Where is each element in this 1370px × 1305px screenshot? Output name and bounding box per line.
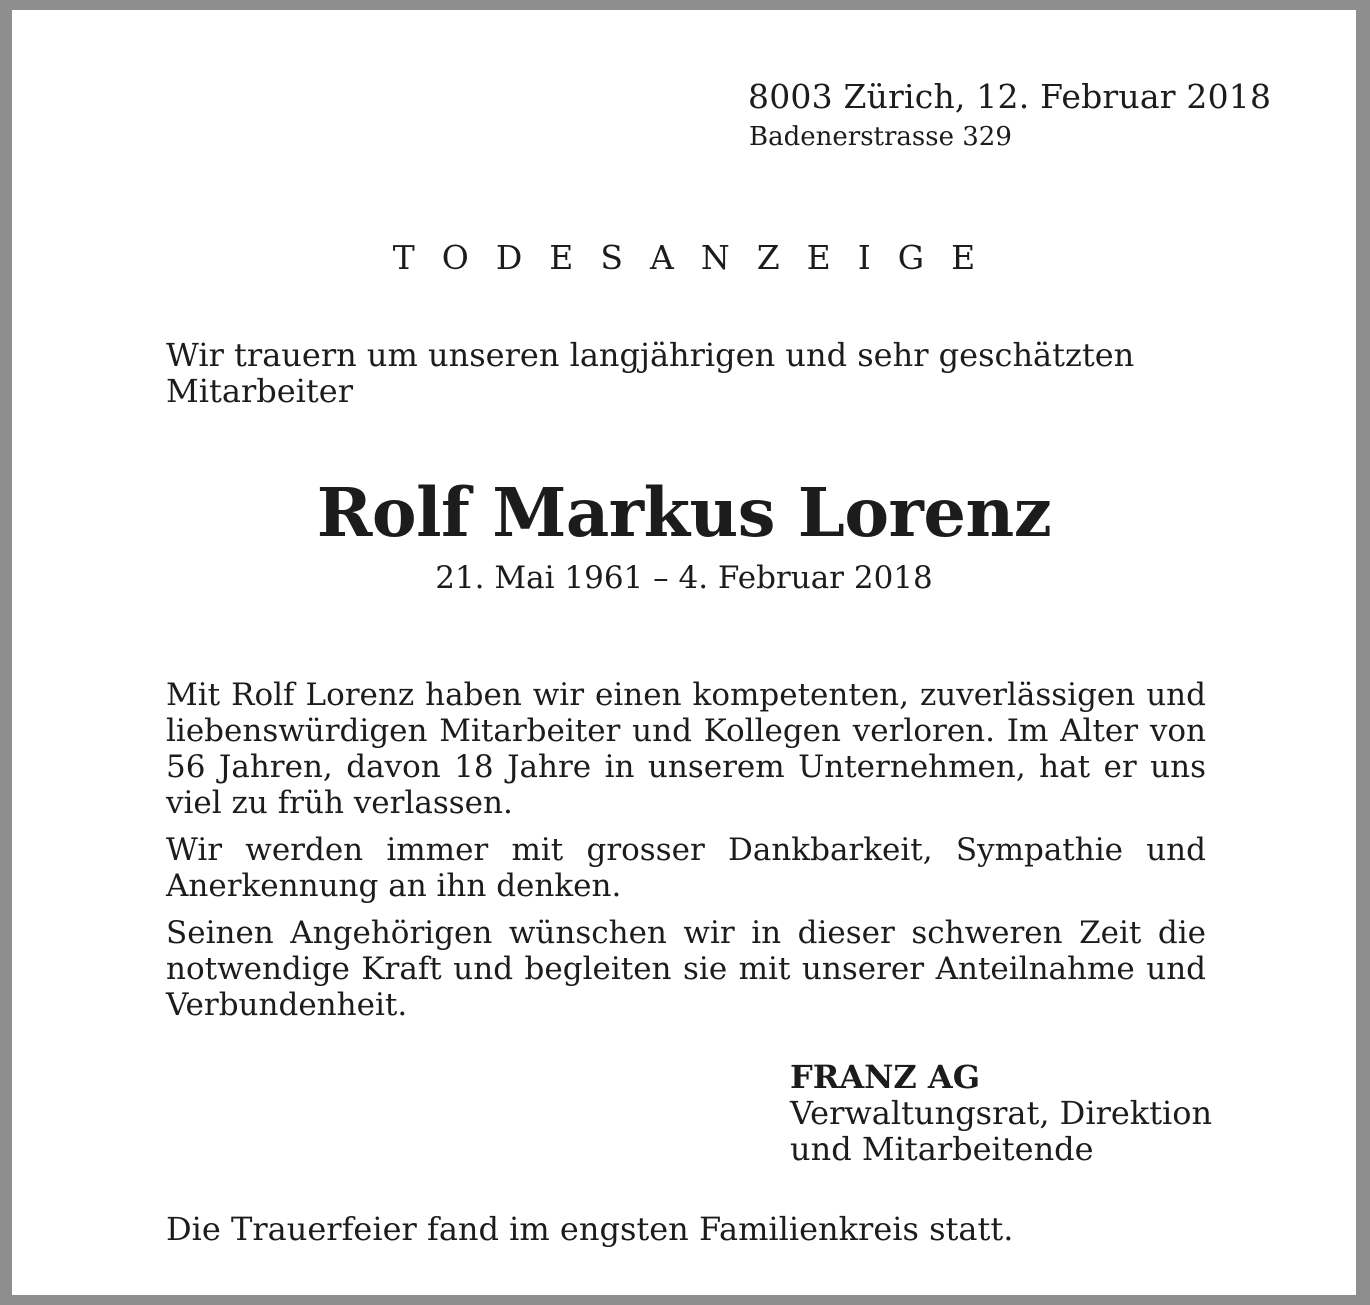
intro-line: Wir trauern um unseren langjährigen und sehr geschätzten xyxy=(166,336,1135,374)
body-paragraph: Mit Rolf Lorenz haben wir einen kompetenten, zuverlässigen und liebenswürdigen Mitarbeiter und Kollegen verloren. Im Alter von 56 Jahren, davon 18 Jahre in unserem Unternehmen, hat er uns viel zu früh verlassen. xyxy=(166,677,1206,821)
signature-block xyxy=(790,1059,1212,1167)
intro-text xyxy=(166,337,1206,409)
notice-body xyxy=(166,677,1206,1034)
life-dates: 21. Mai 1961 – 4. Februar 2018 xyxy=(435,560,933,596)
street-address: Badenerstrasse 329 xyxy=(749,122,1012,152)
intro-line: Mitarbeiter xyxy=(166,372,353,410)
signature-line: und Mitarbeitende xyxy=(790,1130,1094,1168)
signature-line: Verwaltungsrat, Direktion xyxy=(790,1094,1213,1132)
body-paragraph: Wir werden immer mit grosser Dankbarkeit, Sympathie und Anerkennung an ihn denken. xyxy=(166,832,1206,904)
footer-note: Die Trauerfeier fand im engsten Familienkreis statt. xyxy=(166,1210,1014,1248)
body-paragraph: Seinen Angehörigen wünschen wir in dieser schweren Zeit die notwendige Kraft und begleiten sie mit unserer Anteilnahme und Verbundenheit. xyxy=(166,915,1206,1023)
deceased-name: Rolf Markus Lorenz xyxy=(316,473,1052,552)
place-date: 8003 Zürich, 12. Februar 2018 xyxy=(748,77,1272,116)
notice-page xyxy=(12,10,1356,1295)
company-name: FRANZ AG xyxy=(790,1058,981,1096)
notice-heading: TODESANZEIGE xyxy=(392,238,1003,277)
